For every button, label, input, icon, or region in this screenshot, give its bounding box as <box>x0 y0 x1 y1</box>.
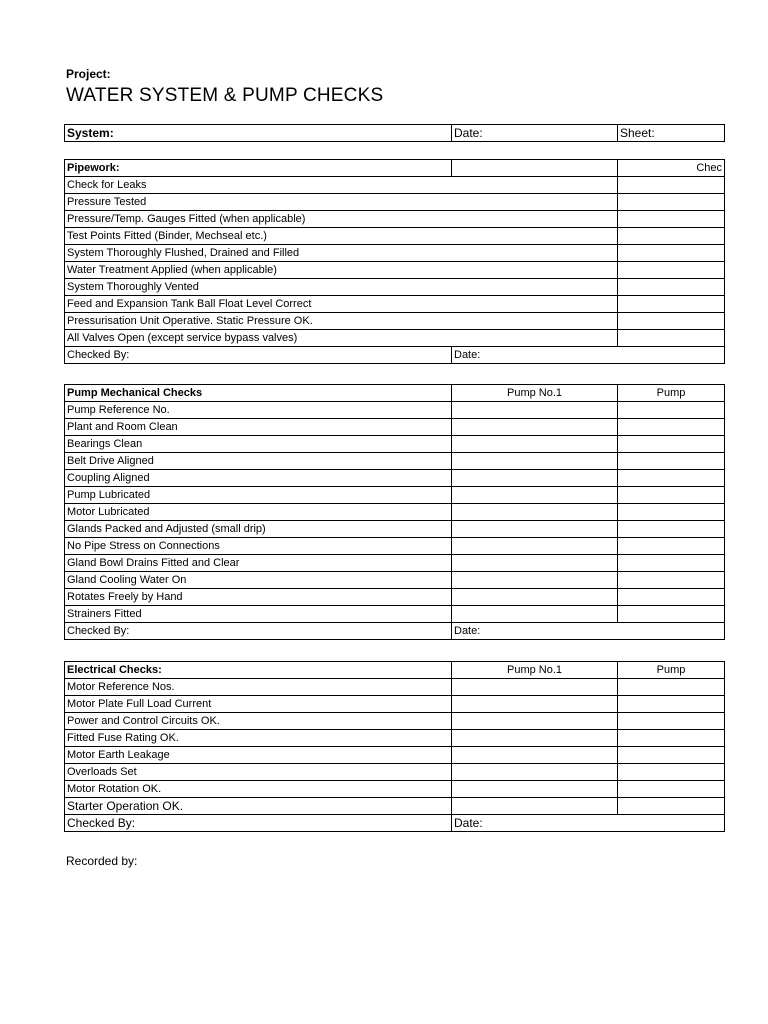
electrical-row <box>65 764 725 781</box>
electrical-pump1-cell[interactable] <box>452 798 618 815</box>
pipework-check-cell[interactable] <box>618 296 725 313</box>
electrical-header-row <box>65 662 725 679</box>
pipework-item-label: Check for Leaks <box>65 177 618 194</box>
mechanical-item-label: Belt Drive Aligned <box>65 453 452 470</box>
electrical-pump2-label: Pump <box>618 662 725 679</box>
electrical-row <box>65 713 725 730</box>
electrical-row <box>65 798 725 815</box>
pipework-row <box>65 313 725 330</box>
pipework-heading: Pipework: <box>65 160 452 177</box>
pipework-row <box>65 279 725 296</box>
mechanical-pump2-label: Pump <box>618 385 725 402</box>
system-row <box>65 125 725 142</box>
mechanical-row <box>65 487 725 504</box>
pipework-row <box>65 262 725 279</box>
electrical-item-label: Starter Operation OK. <box>65 798 452 815</box>
mechanical-pump1-cell[interactable] <box>452 504 618 521</box>
pipework-checked-by-row <box>65 347 725 364</box>
mechanical-item-label: Glands Packed and Adjusted (small drip) <box>65 521 452 538</box>
pipework-checked-by-label: Checked By: <box>65 347 452 364</box>
electrical-row <box>65 730 725 747</box>
pipework-item-label: All Valves Open (except service bypass valves) <box>65 330 618 347</box>
electrical-item-label: Motor Earth Leakage <box>65 747 452 764</box>
pipework-check-cell[interactable] <box>618 330 725 347</box>
mechanical-row <box>65 453 725 470</box>
mechanical-row <box>65 555 725 572</box>
electrical-row <box>65 679 725 696</box>
pipework-row <box>65 194 725 211</box>
electrical-pump2-cell[interactable] <box>618 713 725 730</box>
date-label: Date: <box>452 125 618 142</box>
electrical-pump1-cell[interactable] <box>452 730 618 747</box>
mechanical-checked-by-label: Checked By: <box>65 623 452 640</box>
project-label: Project: <box>66 67 111 81</box>
mechanical-date-label: Date: <box>452 623 725 640</box>
pipework-check-cell[interactable] <box>618 177 725 194</box>
mechanical-row <box>65 589 725 606</box>
electrical-date-label: Date: <box>452 815 725 832</box>
mechanical-pump2-cell[interactable] <box>618 589 725 606</box>
pipework-header-row <box>65 160 725 177</box>
mechanical-row <box>65 470 725 487</box>
pipework-check-cell[interactable] <box>618 228 725 245</box>
mechanical-row <box>65 419 725 436</box>
pipework-row <box>65 296 725 313</box>
pipework-check-cell[interactable] <box>618 313 725 330</box>
mechanical-pump1-cell[interactable] <box>452 419 618 436</box>
pipework-check-cell[interactable] <box>618 194 725 211</box>
electrical-row <box>65 747 725 764</box>
mechanical-table <box>64 384 725 640</box>
pipework-item-label: Water Treatment Applied (when applicable) <box>65 262 618 279</box>
electrical-pump1-label: Pump No.1 <box>452 662 618 679</box>
mechanical-item-label: Bearings Clean <box>65 436 452 453</box>
mechanical-heading: Pump Mechanical Checks <box>65 385 452 402</box>
mechanical-row <box>65 572 725 589</box>
pipework-row <box>65 245 725 262</box>
electrical-checked-by-row <box>65 815 725 832</box>
pipework-row <box>65 177 725 194</box>
pipework-item-label: Pressure/Temp. Gauges Fitted (when applicable) <box>65 211 618 228</box>
electrical-pump2-cell[interactable] <box>618 781 725 798</box>
electrical-row <box>65 781 725 798</box>
pipework-row <box>65 211 725 228</box>
pipework-row <box>65 330 725 347</box>
mechanical-pump1-cell[interactable] <box>452 436 618 453</box>
mechanical-pump2-cell[interactable] <box>618 538 725 555</box>
electrical-pump1-cell[interactable] <box>452 679 618 696</box>
page-title: WATER SYSTEM & PUMP CHECKS <box>66 85 384 106</box>
mechanical-pump1-label: Pump No.1 <box>452 385 618 402</box>
electrical-item-label: Motor Plate Full Load Current <box>65 696 452 713</box>
pipework-check-column-label: Chec <box>618 160 725 177</box>
mechanical-row <box>65 436 725 453</box>
electrical-table <box>64 661 725 832</box>
mechanical-pump2-cell[interactable] <box>618 572 725 589</box>
pipework-header-blank <box>452 160 618 177</box>
pipework-check-cell[interactable] <box>618 262 725 279</box>
pipework-table <box>64 159 725 364</box>
system-label: System: <box>65 125 452 142</box>
mechanical-pump2-cell[interactable] <box>618 504 725 521</box>
electrical-checked-by-label: Checked By: <box>65 815 452 832</box>
electrical-pump2-cell[interactable] <box>618 747 725 764</box>
recorded-by-label: Recorded by: <box>66 854 138 868</box>
mechanical-pump1-cell[interactable] <box>452 555 618 572</box>
mechanical-row <box>65 521 725 538</box>
electrical-pump2-cell[interactable] <box>618 679 725 696</box>
electrical-pump1-cell[interactable] <box>452 713 618 730</box>
pipework-date-label: Date: <box>452 347 725 364</box>
electrical-row <box>65 696 725 713</box>
electrical-item-label: Overloads Set <box>65 764 452 781</box>
electrical-item-label: Motor Rotation OK. <box>65 781 452 798</box>
mechanical-pump2-cell[interactable] <box>618 470 725 487</box>
mechanical-pump2-cell[interactable] <box>618 521 725 538</box>
electrical-pump1-cell[interactable] <box>452 747 618 764</box>
mechanical-row <box>65 538 725 555</box>
pipework-item-label: Feed and Expansion Tank Ball Float Level Correct <box>65 296 618 313</box>
mechanical-row <box>65 504 725 521</box>
mechanical-item-label: Gland Bowl Drains Fitted and Clear <box>65 555 452 572</box>
electrical-pump1-cell[interactable] <box>452 696 618 713</box>
mechanical-pump2-cell[interactable] <box>618 453 725 470</box>
mechanical-item-label: Pump Lubricated <box>65 487 452 504</box>
electrical-pump1-cell[interactable] <box>452 764 618 781</box>
system-table <box>64 124 725 142</box>
electrical-pump2-cell[interactable] <box>618 696 725 713</box>
electrical-pump1-cell[interactable] <box>452 781 618 798</box>
mechanical-row <box>65 402 725 419</box>
mechanical-pump1-cell[interactable] <box>452 402 618 419</box>
mechanical-pump2-cell[interactable] <box>618 402 725 419</box>
pipework-row <box>65 228 725 245</box>
electrical-pump2-cell[interactable] <box>618 764 725 781</box>
electrical-pump2-cell[interactable] <box>618 798 725 815</box>
electrical-pump2-cell[interactable] <box>618 730 725 747</box>
mechanical-pump1-cell[interactable] <box>452 589 618 606</box>
pipework-check-cell[interactable] <box>618 245 725 262</box>
mechanical-item-label: No Pipe Stress on Connections <box>65 538 452 555</box>
electrical-item-label: Power and Control Circuits OK. <box>65 713 452 730</box>
pipework-check-cell[interactable] <box>618 279 725 296</box>
mechanical-pump2-cell[interactable] <box>618 606 725 623</box>
mechanical-pump2-cell[interactable] <box>618 555 725 572</box>
pipework-check-cell[interactable] <box>618 211 725 228</box>
pipework-item-label: Pressurisation Unit Operative. Static Pressure OK. <box>65 313 618 330</box>
sheet-label: Sheet: <box>618 125 725 142</box>
mechanical-pump1-cell[interactable] <box>452 606 618 623</box>
pipework-item-label: Test Points Fitted (Binder, Mechseal etc.) <box>65 228 618 245</box>
mechanical-row <box>65 606 725 623</box>
mechanical-item-label: Coupling Aligned <box>65 470 452 487</box>
mechanical-pump2-cell[interactable] <box>618 436 725 453</box>
pipework-item-label: System Thoroughly Vented <box>65 279 618 296</box>
mechanical-pump1-cell[interactable] <box>452 521 618 538</box>
pipework-item-label: System Thoroughly Flushed, Drained and Filled <box>65 245 618 262</box>
mechanical-item-label: Gland Cooling Water On <box>65 572 452 589</box>
mechanical-pump1-cell[interactable] <box>452 487 618 504</box>
mechanical-pump1-cell[interactable] <box>452 538 618 555</box>
electrical-heading: Electrical Checks: <box>65 662 452 679</box>
mechanical-pump1-cell[interactable] <box>452 572 618 589</box>
mechanical-item-label: Rotates Freely by Hand <box>65 589 452 606</box>
mechanical-pump1-cell[interactable] <box>452 453 618 470</box>
mechanical-item-label: Plant and Room Clean <box>65 419 452 436</box>
mechanical-item-label: Strainers Fitted <box>65 606 452 623</box>
mechanical-pump1-cell[interactable] <box>452 470 618 487</box>
mechanical-header-row <box>65 385 725 402</box>
mechanical-item-label: Pump Reference No. <box>65 402 452 419</box>
mechanical-pump2-cell[interactable] <box>618 419 725 436</box>
mechanical-item-label: Motor Lubricated <box>65 504 452 521</box>
pipework-item-label: Pressure Tested <box>65 194 618 211</box>
mechanical-checked-by-row <box>65 623 725 640</box>
mechanical-pump2-cell[interactable] <box>618 487 725 504</box>
electrical-item-label: Fitted Fuse Rating OK. <box>65 730 452 747</box>
electrical-item-label: Motor Reference Nos. <box>65 679 452 696</box>
